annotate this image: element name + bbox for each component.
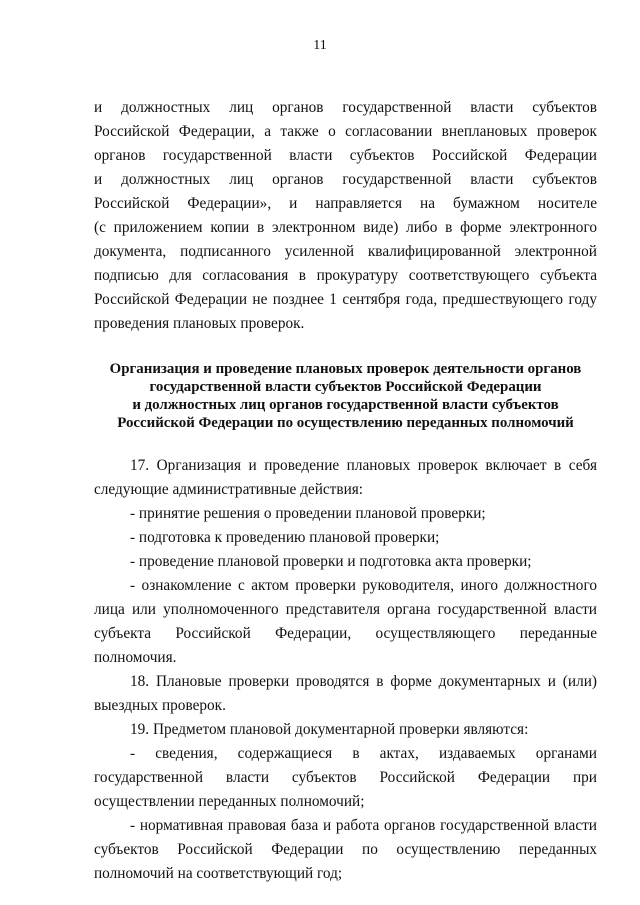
paragraph-19: 19. Предметом плановой документарной проверки являются: (130, 721, 529, 738)
list-item: - сведения, содержащиеся в актах, издаваемых органами государственной власти субъектов Российской Федерации при осуществлении переданных полномочий; (94, 745, 597, 810)
heading-line: Организация и проведение плановых проверок деятельности органов (109, 361, 582, 377)
heading-line: Российской Федерации по осуществлению переданных полномочий (117, 415, 574, 431)
list-item: - ознакомление с актом проверки руководителя, иного должностного лица или уполномоченного представителя органа государственной власти субъекта Российской Федерации, осуществляющего переданные полномочия. (94, 577, 597, 666)
list-item: - принятие решения о проведении плановой проверки; (130, 505, 486, 522)
intro-line: Российской Федерации не позднее 1 сентября года, предшествующего году (94, 291, 597, 308)
intro-line: органов государственной власти субъектов Российской Федерации (94, 147, 597, 164)
list-item: - нормативная правовая база и работа органов государственной власти субъектов Российской Федерации по осуществлению переданных полномочий на соответствующий год; (94, 817, 597, 882)
document-body (94, 96, 597, 886)
page-number: 11 (313, 38, 327, 53)
intro-line: подписью для согласования в прокуратуру соответствующего субъекта (94, 267, 597, 284)
intro-line: проведения плановых проверок. (94, 315, 305, 332)
heading-line: и должностных лиц органов государственной власти субъектов (132, 397, 559, 413)
intro-line: Российской Федерации, а также о согласовании внеплановых проверок (94, 123, 597, 140)
paragraph-17: 17. Организация и проведение плановых проверок включает в себя следующие административные действия: (94, 457, 597, 498)
intro-line: Российской Федерации», и направляется на бумажном носителе (94, 195, 597, 212)
intro-line: и должностных лиц органов государственной власти субъектов (94, 99, 597, 116)
intro-line: документа, подписанного усиленной квалифицированной электронной (94, 243, 597, 260)
heading-line: государственной власти субъектов Российской Федерации (149, 379, 542, 395)
section-heading (94, 360, 597, 432)
list-item: - проведение плановой проверки и подготовка акта проверки; (130, 553, 532, 570)
list-item: - подготовка к проведению плановой проверки; (130, 529, 440, 546)
intro-line: и должностных лиц органов государственной власти субъектов (94, 171, 597, 188)
intro-line: (с приложением копии в электронном виде) либо в форме электронного (94, 219, 597, 236)
intro-paragraph (94, 96, 597, 336)
paragraph-18: 18. Плановые проверки проводятся в форме документарных и (или) выездных проверок. (94, 673, 597, 714)
